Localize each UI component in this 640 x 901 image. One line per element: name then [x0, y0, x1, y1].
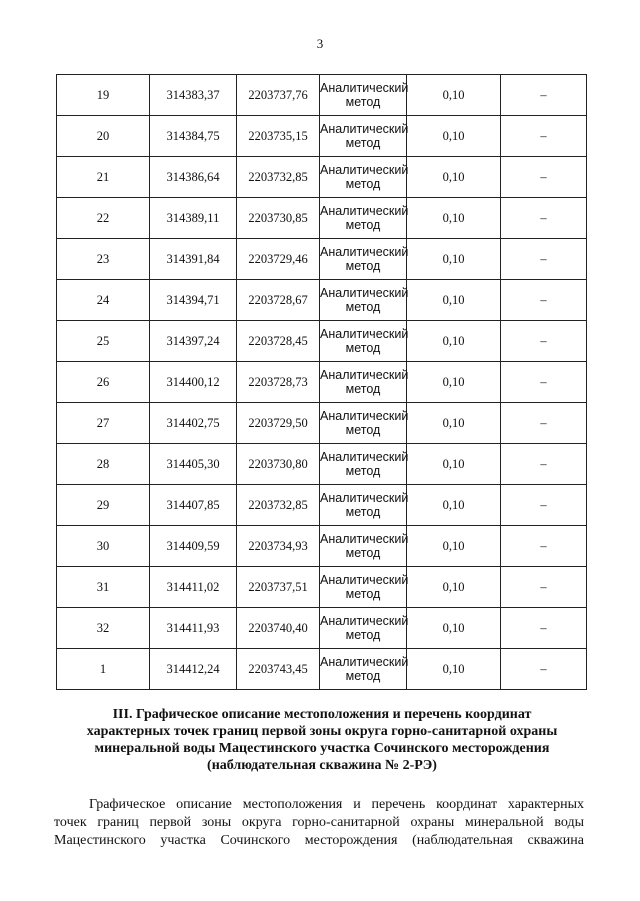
- method-cell: [320, 116, 407, 157]
- point-number-cell: 20: [57, 116, 150, 157]
- method-cell: [320, 280, 407, 321]
- x-coordinate-cell: 314405,30: [150, 444, 237, 485]
- table-row: [57, 608, 587, 649]
- method-cell: [320, 239, 407, 280]
- y-coordinate-cell: 2203743,45: [237, 649, 320, 690]
- table-row: [57, 444, 587, 485]
- x-coordinate-cell: 314412,24: [150, 649, 237, 690]
- accuracy-cell: 0,10: [407, 157, 501, 198]
- method-cell: [320, 362, 407, 403]
- accuracy-cell: 0,10: [407, 280, 501, 321]
- x-coordinate-cell: 314407,85: [150, 485, 237, 526]
- point-number-cell: 28: [57, 444, 150, 485]
- method-cell: [320, 321, 407, 362]
- method-cell: [320, 157, 407, 198]
- body-line: Графическое описание местоположения и перечень координат характерных: [89, 797, 584, 812]
- accuracy-cell: 0,10: [407, 403, 501, 444]
- method-line: метод: [345, 464, 381, 478]
- accuracy-cell: 0,10: [407, 444, 501, 485]
- y-coordinate-cell: 2203732,85: [237, 157, 320, 198]
- section-title-line: III. Графическое описание местоположения и перечень координат: [112, 707, 532, 722]
- extra-cell: –: [501, 567, 587, 608]
- extra-cell: –: [501, 239, 587, 280]
- method-line: Аналитический: [320, 409, 409, 423]
- x-coordinate-cell: 314400,12: [150, 362, 237, 403]
- method-line: метод: [345, 136, 381, 150]
- method-line: Аналитический: [320, 245, 409, 259]
- method-line: Аналитический: [320, 450, 409, 464]
- y-coordinate-cell: 2203734,93: [237, 526, 320, 567]
- y-coordinate-cell: 2203740,40: [237, 608, 320, 649]
- y-coordinate-cell: 2203732,85: [237, 485, 320, 526]
- point-number-cell: 32: [57, 608, 150, 649]
- x-coordinate-cell: 314386,64: [150, 157, 237, 198]
- table-row: [57, 280, 587, 321]
- extra-cell: –: [501, 485, 587, 526]
- y-coordinate-cell: 2203737,51: [237, 567, 320, 608]
- method-line: метод: [345, 423, 381, 437]
- section-title: [60, 706, 584, 774]
- method-cell: [320, 608, 407, 649]
- extra-cell: –: [501, 116, 587, 157]
- extra-cell: –: [501, 157, 587, 198]
- table-row: [57, 649, 587, 690]
- accuracy-cell: 0,10: [407, 198, 501, 239]
- method-cell: [320, 485, 407, 526]
- accuracy-cell: 0,10: [407, 649, 501, 690]
- y-coordinate-cell: 2203728,67: [237, 280, 320, 321]
- y-coordinate-cell: 2203737,76: [237, 75, 320, 116]
- accuracy-cell: 0,10: [407, 239, 501, 280]
- table-row: [57, 75, 587, 116]
- method-line: Аналитический: [320, 368, 409, 382]
- method-line: метод: [345, 218, 381, 232]
- section-title-line: минеральной воды Мацестинского участка Сочинского месторождения: [94, 741, 550, 756]
- method-cell: [320, 567, 407, 608]
- extra-cell: –: [501, 362, 587, 403]
- y-coordinate-cell: 2203730,85: [237, 198, 320, 239]
- method-line: метод: [345, 177, 381, 191]
- method-line: Аналитический: [320, 614, 409, 628]
- x-coordinate-cell: 314383,37: [150, 75, 237, 116]
- accuracy-cell: 0,10: [407, 362, 501, 403]
- accuracy-cell: 0,10: [407, 608, 501, 649]
- accuracy-cell: 0,10: [407, 567, 501, 608]
- y-coordinate-cell: 2203728,73: [237, 362, 320, 403]
- extra-cell: –: [501, 75, 587, 116]
- x-coordinate-cell: 314402,75: [150, 403, 237, 444]
- table-row: [57, 116, 587, 157]
- method-line: Аналитический: [320, 204, 409, 218]
- method-line: метод: [345, 382, 381, 396]
- method-line: метод: [345, 300, 381, 314]
- method-cell: [320, 526, 407, 567]
- method-line: Аналитический: [320, 327, 409, 341]
- extra-cell: –: [501, 526, 587, 567]
- point-number-cell: 31: [57, 567, 150, 608]
- x-coordinate-cell: 314411,93: [150, 608, 237, 649]
- table-row: [57, 198, 587, 239]
- accuracy-cell: 0,10: [407, 321, 501, 362]
- table-row: [57, 321, 587, 362]
- point-number-cell: 30: [57, 526, 150, 567]
- table-row: [57, 526, 587, 567]
- table-row: [57, 157, 587, 198]
- x-coordinate-cell: 314384,75: [150, 116, 237, 157]
- y-coordinate-cell: 2203730,80: [237, 444, 320, 485]
- point-number-cell: 25: [57, 321, 150, 362]
- coordinates-table-body: [57, 75, 587, 690]
- point-number-cell: 1: [57, 649, 150, 690]
- table-row: [57, 567, 587, 608]
- table-row: [57, 403, 587, 444]
- method-line: Аналитический: [320, 286, 409, 300]
- body-paragraph: [54, 796, 584, 850]
- method-line: метод: [345, 546, 381, 560]
- x-coordinate-cell: 314411,02: [150, 567, 237, 608]
- accuracy-cell: 0,10: [407, 75, 501, 116]
- method-line: метод: [345, 341, 381, 355]
- x-coordinate-cell: 314394,71: [150, 280, 237, 321]
- coordinates-table: [56, 74, 587, 690]
- point-number-cell: 27: [57, 403, 150, 444]
- extra-cell: –: [501, 321, 587, 362]
- y-coordinate-cell: 2203735,15: [237, 116, 320, 157]
- method-line: метод: [345, 505, 381, 519]
- y-coordinate-cell: 2203729,50: [237, 403, 320, 444]
- extra-cell: –: [501, 608, 587, 649]
- method-line: Аналитический: [320, 81, 409, 95]
- method-line: метод: [345, 259, 381, 273]
- x-coordinate-cell: 314397,24: [150, 321, 237, 362]
- table-row: [57, 362, 587, 403]
- page-number: 3: [316, 36, 324, 51]
- point-number-cell: 26: [57, 362, 150, 403]
- point-number-cell: 22: [57, 198, 150, 239]
- x-coordinate-cell: 314391,84: [150, 239, 237, 280]
- point-number-cell: 19: [57, 75, 150, 116]
- body-line: Мацестинского участка Сочинского месторождения (наблюдательная скважина: [54, 833, 584, 848]
- method-line: Аналитический: [320, 573, 409, 587]
- method-line: метод: [345, 669, 381, 683]
- method-line: Аналитический: [320, 163, 409, 177]
- x-coordinate-cell: 314389,11: [150, 198, 237, 239]
- y-coordinate-cell: 2203729,46: [237, 239, 320, 280]
- extra-cell: –: [501, 444, 587, 485]
- method-cell: [320, 403, 407, 444]
- extra-cell: –: [501, 198, 587, 239]
- method-cell: [320, 198, 407, 239]
- method-line: Аналитический: [320, 122, 409, 136]
- extra-cell: –: [501, 649, 587, 690]
- extra-cell: –: [501, 403, 587, 444]
- table-row: [57, 485, 587, 526]
- method-line: метод: [345, 587, 381, 601]
- section-title-line: характерных точек границ первой зоны округа горно-санитарной охраны: [86, 724, 558, 739]
- y-coordinate-cell: 2203728,45: [237, 321, 320, 362]
- method-line: метод: [345, 95, 381, 109]
- method-cell: [320, 649, 407, 690]
- section-title-line: (наблюдательная скважина № 2-РЭ): [207, 758, 437, 773]
- point-number-cell: 24: [57, 280, 150, 321]
- method-cell: [320, 444, 407, 485]
- point-number-cell: 21: [57, 157, 150, 198]
- table-row: [57, 239, 587, 280]
- point-number-cell: 23: [57, 239, 150, 280]
- method-line: Аналитический: [320, 655, 409, 669]
- method-line: Аналитический: [320, 532, 409, 546]
- method-line: метод: [345, 628, 381, 642]
- accuracy-cell: 0,10: [407, 485, 501, 526]
- body-line: точек границ первой зоны округа горно-санитарной охраны минеральной воды: [54, 815, 584, 830]
- method-line: Аналитический: [320, 491, 409, 505]
- extra-cell: –: [501, 280, 587, 321]
- method-cell: [320, 75, 407, 116]
- accuracy-cell: 0,10: [407, 526, 501, 567]
- point-number-cell: 29: [57, 485, 150, 526]
- x-coordinate-cell: 314409,59: [150, 526, 237, 567]
- accuracy-cell: 0,10: [407, 116, 501, 157]
